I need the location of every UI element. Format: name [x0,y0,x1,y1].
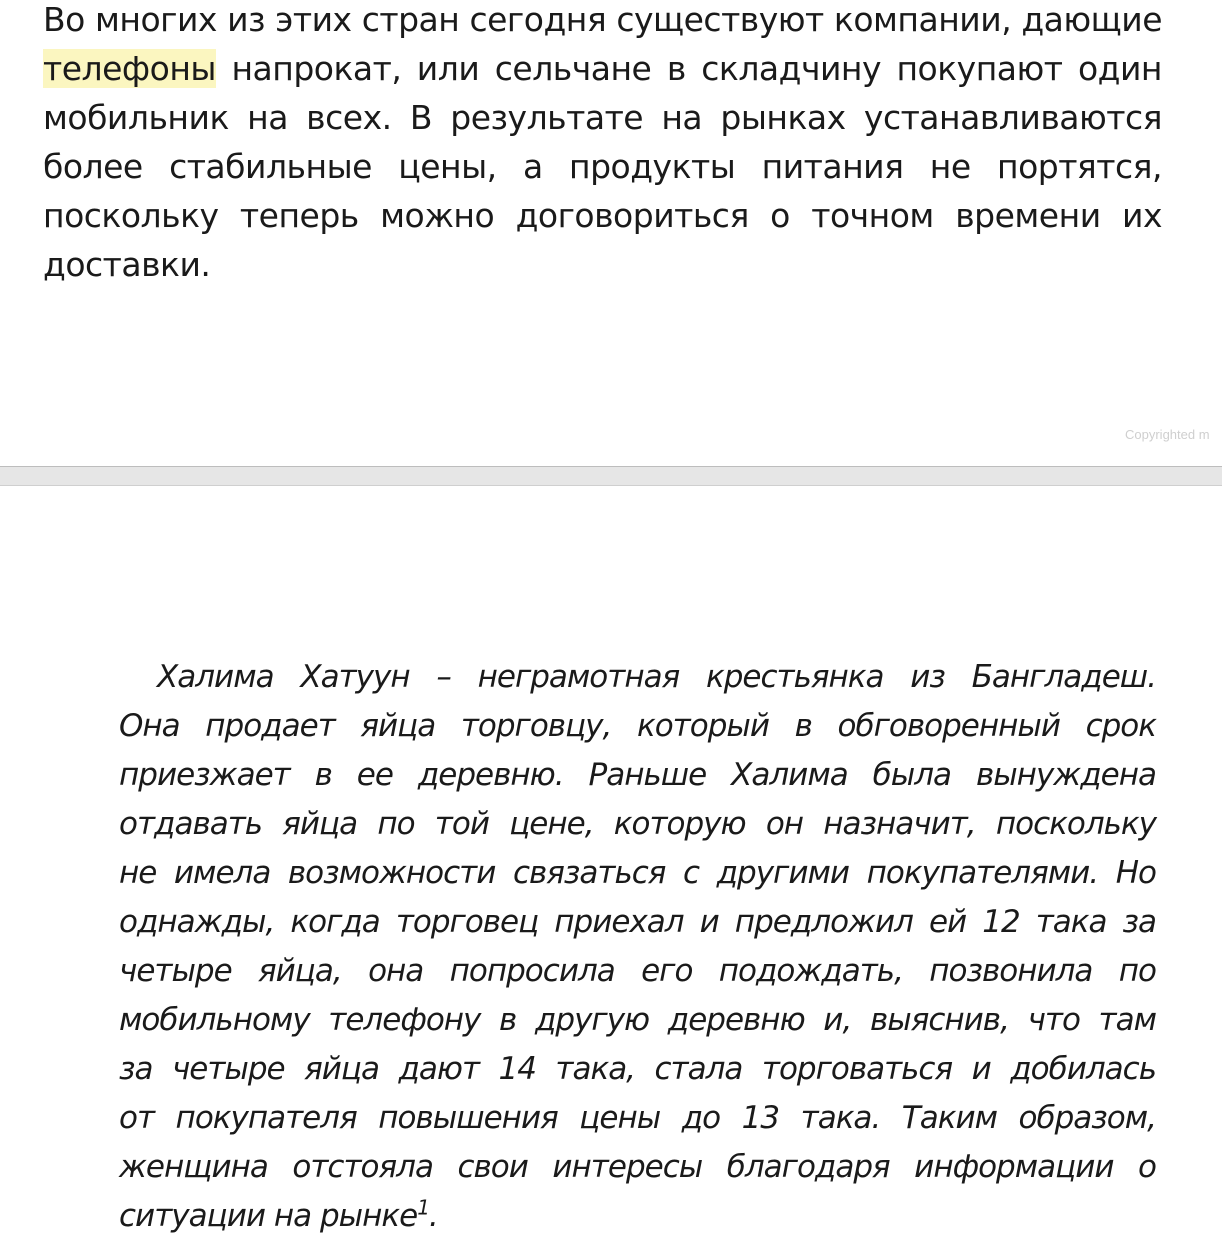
paragraph-line: мобильник на всех. В результате на рынках устанавливаются [43,98,1162,137]
copyright-watermark: Copyrighted m [1125,427,1210,442]
quote-end-punct: . [428,1198,438,1234]
paragraph-line: поскольку теперь можно договориться о точном времени их [43,196,1162,235]
paragraph-line-rest: напрокат, или сельчане в складчину покупают один [231,49,1162,88]
quote-line-last [119,1195,438,1234]
highlighted-word[interactable]: телефоны [43,49,216,88]
footnote-marker[interactable]: 1 [417,1195,429,1220]
paragraph-line: более стабильные цены, а продукты питания не портятся, [43,147,1162,186]
paragraph-line: доставки. [43,245,211,284]
page-bottom [0,486,1222,1260]
quote-line: однажды, когда торговец приехал и предложил ей 12 така за [119,904,1156,940]
quote-line-text: ситуации на рынке [119,1198,418,1234]
quote-line: за четыре яйца дают 14 така, стала торговаться и добилась [119,1051,1156,1087]
quote-line: мобильному телефону в другую деревню и, выяснив, что там [119,1002,1156,1038]
quote-line: отдавать яйца по той цене, которую он назначит, поскольку [119,806,1156,842]
paragraph-line: Во многих из этих стран сегодня существуют компании, дающие [43,0,1162,39]
quote-line: женщина отстояла свои интересы благодаря информации о [119,1149,1156,1185]
page-top [0,0,1222,466]
quote-line: приезжает в ее деревню. Раньше Халима была вынуждена [119,757,1156,793]
quote-line: Она продает яйца торговцу, который в обговоренный срок [119,708,1156,744]
quote-line: от покупателя повышения цены до 13 така. Таким образом, [119,1100,1156,1136]
page-divider [0,466,1222,486]
quote-line: четыре яйца, она попросила его подождать, позвонила по [119,953,1156,989]
quote-line: не имела возможности связаться с другими покупателями. Но [119,855,1156,891]
quote-line: Халима Хатуун – неграмотная крестьянка из Бангладеш. [157,659,1156,695]
paragraph-line [43,49,1162,88]
